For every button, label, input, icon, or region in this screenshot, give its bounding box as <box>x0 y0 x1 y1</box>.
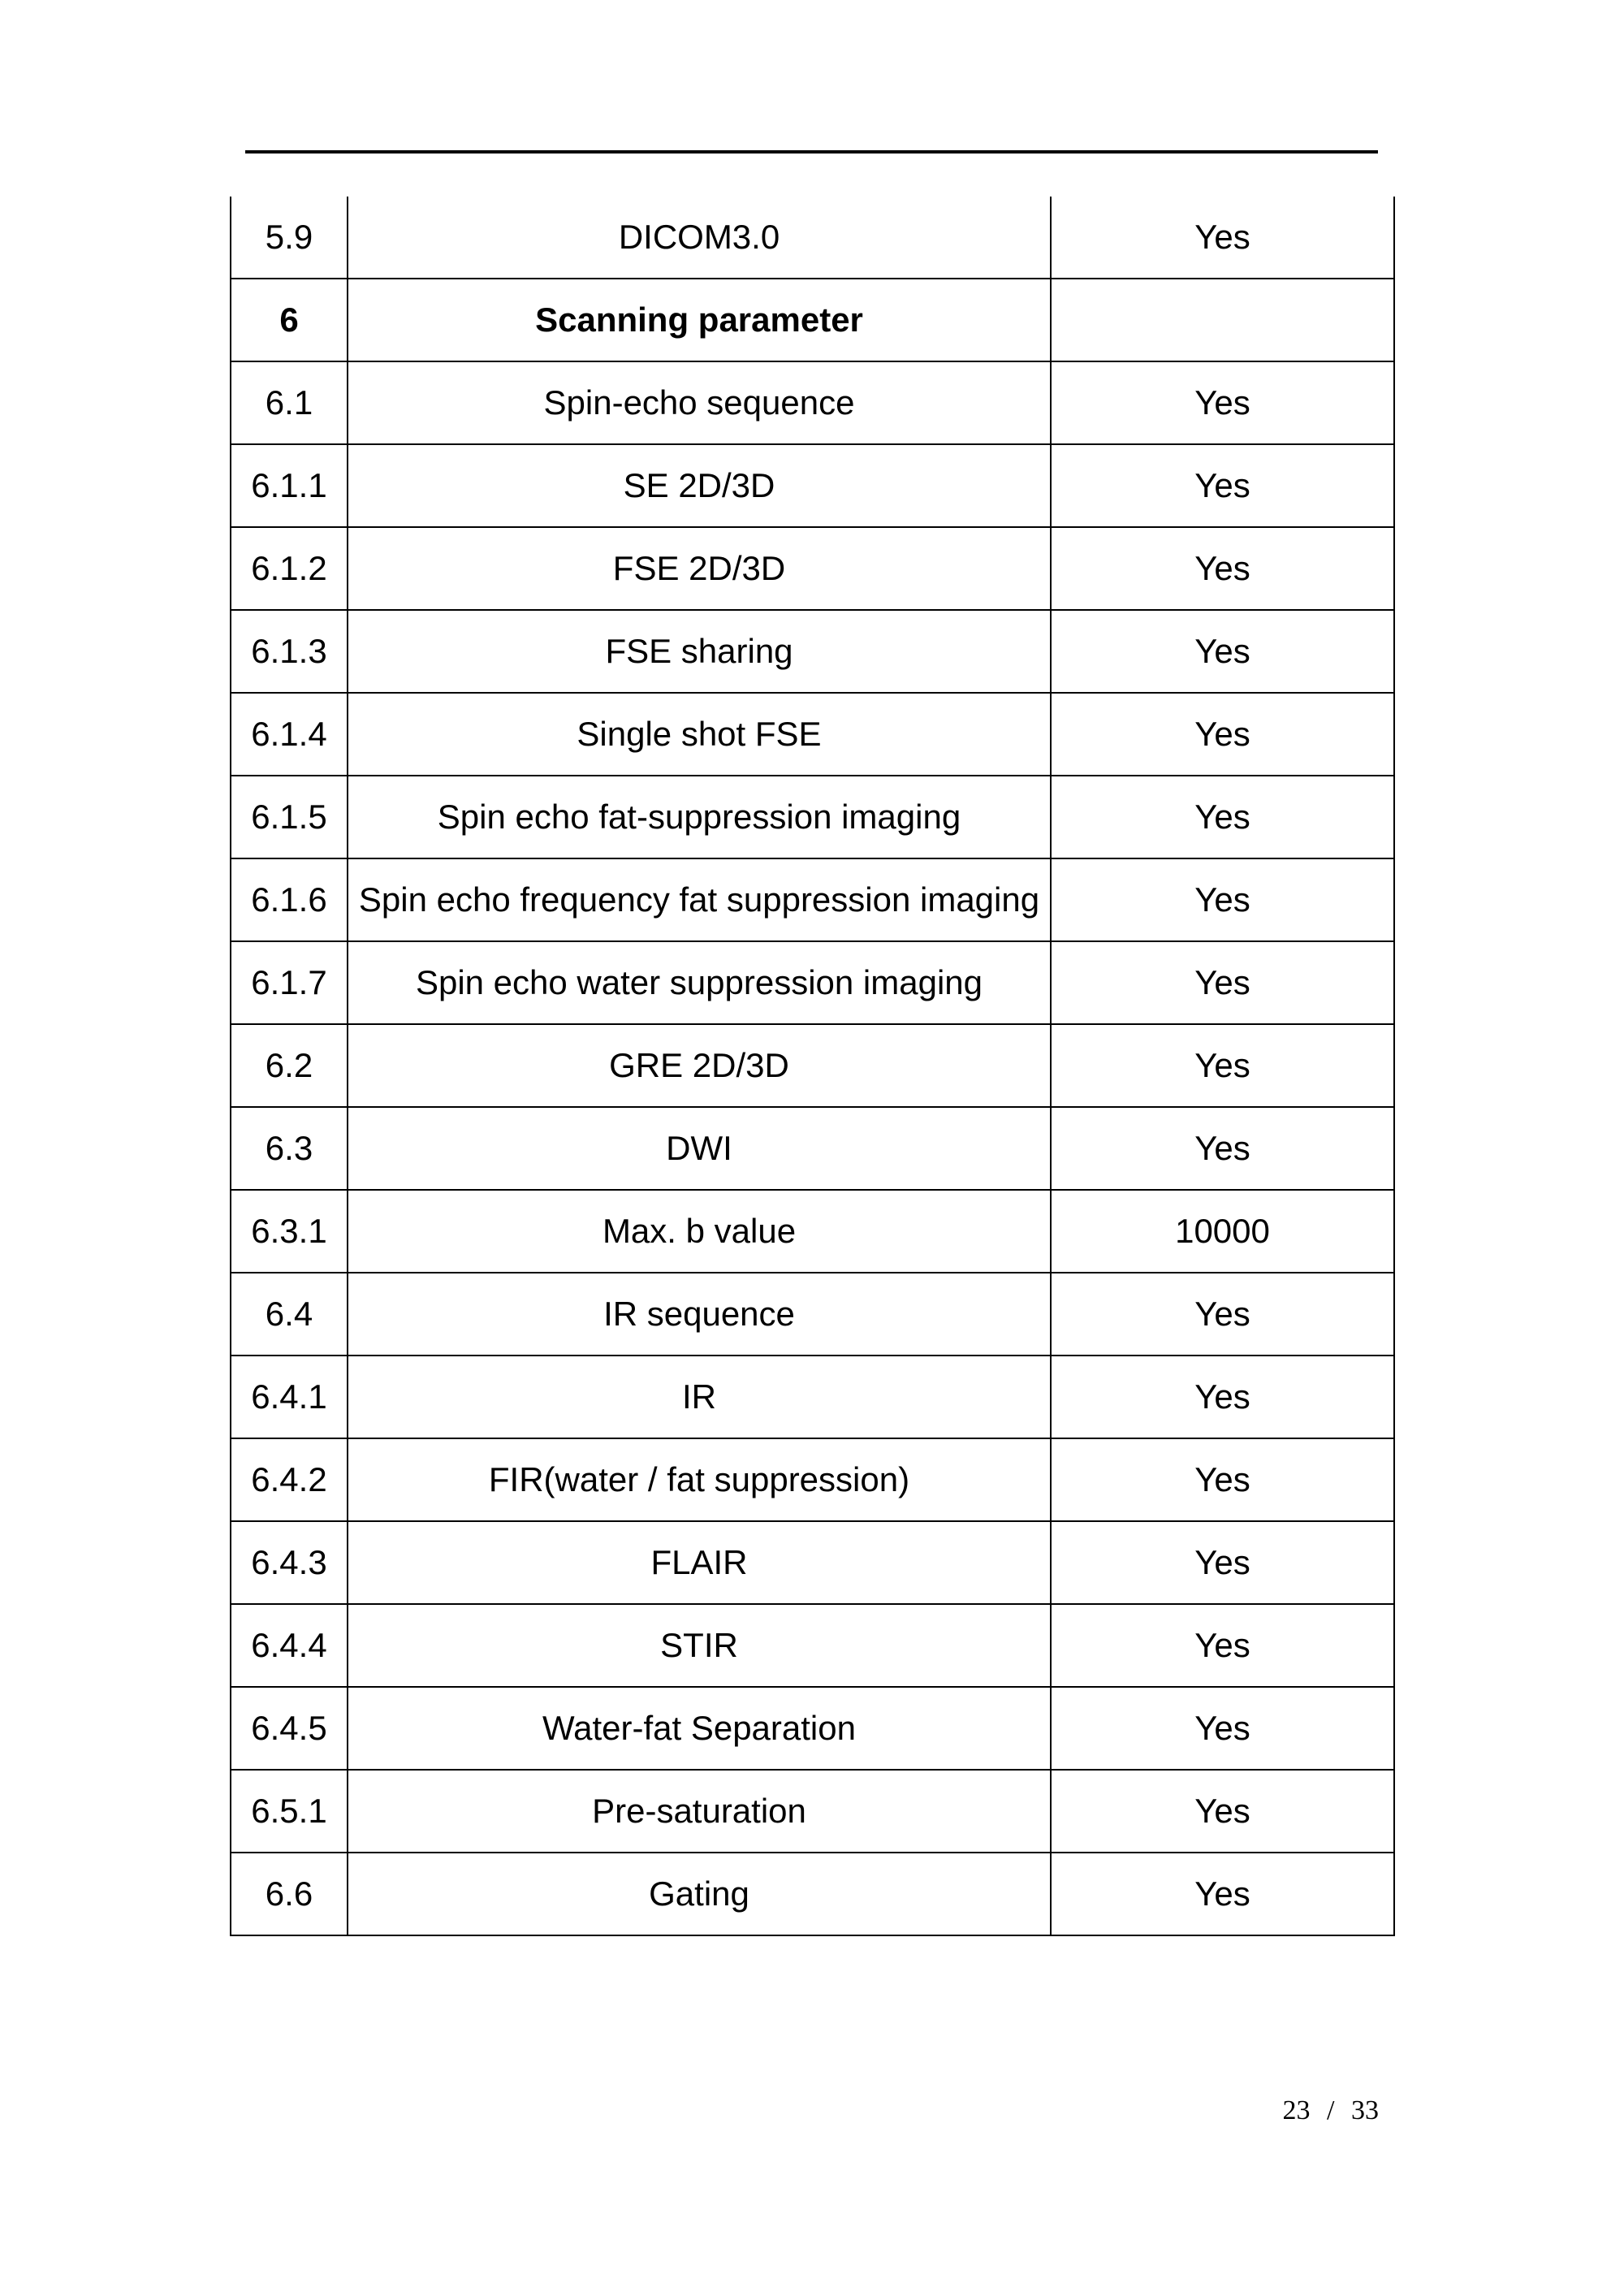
row-parameter-cell: FSE 2D/3D <box>348 527 1051 610</box>
row-index-cell: 6.1.4 <box>231 693 348 776</box>
row-parameter-cell: Water-fat Separation <box>348 1687 1051 1770</box>
table-row <box>231 444 1394 527</box>
header-rule <box>245 150 1378 153</box>
row-index-cell: 6.4.5 <box>231 1687 348 1770</box>
table-row <box>231 1024 1394 1107</box>
table-row <box>231 858 1394 941</box>
row-value-cell: Yes <box>1051 1273 1394 1356</box>
table-row <box>231 1604 1394 1687</box>
row-index-cell: 6.4.3 <box>231 1521 348 1604</box>
table-row <box>231 527 1394 610</box>
row-parameter-cell: Spin-echo sequence <box>348 361 1051 444</box>
row-parameter-cell: Spin echo water suppression imaging <box>348 941 1051 1024</box>
row-parameter-cell: Pre-saturation <box>348 1770 1051 1853</box>
spec-table-body <box>231 197 1394 1935</box>
row-parameter-cell: SE 2D/3D <box>348 444 1051 527</box>
row-value-cell: Yes <box>1051 361 1394 444</box>
row-parameter-cell: DICOM3.0 <box>348 197 1051 279</box>
table-row <box>231 1356 1394 1438</box>
row-index-cell: 6.1.6 <box>231 858 348 941</box>
table-row <box>231 610 1394 693</box>
row-index-cell: 6.4.2 <box>231 1438 348 1521</box>
row-parameter-cell: STIR <box>348 1604 1051 1687</box>
row-index-cell: 6.4.1 <box>231 1356 348 1438</box>
table-row <box>231 941 1394 1024</box>
row-index-cell: 6.3 <box>231 1107 348 1190</box>
row-parameter-cell: DWI <box>348 1107 1051 1190</box>
row-index-cell: 6.4 <box>231 1273 348 1356</box>
table-row <box>231 1521 1394 1604</box>
row-parameter-cell: FSE sharing <box>348 610 1051 693</box>
table-row <box>231 1438 1394 1521</box>
row-parameter-cell: GRE 2D/3D <box>348 1024 1051 1107</box>
row-value-cell: Yes <box>1051 1853 1394 1935</box>
row-parameter-cell: IR <box>348 1356 1051 1438</box>
row-parameter-cell: Gating <box>348 1853 1051 1935</box>
row-index-cell: 6.2 <box>231 1024 348 1107</box>
row-value-cell: Yes <box>1051 197 1394 279</box>
row-index-cell: 6.1.5 <box>231 776 348 858</box>
row-parameter-cell: Max. b value <box>348 1190 1051 1273</box>
table-row <box>231 1273 1394 1356</box>
row-parameter-cell: FIR(water / fat suppression) <box>348 1438 1051 1521</box>
row-parameter-cell: Single shot FSE <box>348 693 1051 776</box>
table-row <box>231 1190 1394 1273</box>
spec-table <box>230 197 1395 1936</box>
row-value-cell <box>1051 279 1394 361</box>
row-index-cell: 6.3.1 <box>231 1190 348 1273</box>
table-row <box>231 1687 1394 1770</box>
row-value-cell: Yes <box>1051 1770 1394 1853</box>
row-value-cell: Yes <box>1051 1687 1394 1770</box>
table-row <box>231 693 1394 776</box>
row-value-cell: Yes <box>1051 1107 1394 1190</box>
row-value-cell: Yes <box>1051 941 1394 1024</box>
row-index-cell: 6.6 <box>231 1853 348 1935</box>
row-index-cell: 6.5.1 <box>231 1770 348 1853</box>
table-row <box>231 1770 1394 1853</box>
row-parameter-cell: Scanning parameter <box>348 279 1051 361</box>
row-parameter-cell: Spin echo frequency fat suppression imaging <box>348 858 1051 941</box>
row-index-cell: 6.1.3 <box>231 610 348 693</box>
table-row <box>231 776 1394 858</box>
row-value-cell: Yes <box>1051 776 1394 858</box>
row-index-cell: 6.1.7 <box>231 941 348 1024</box>
row-index-cell: 6.1.2 <box>231 527 348 610</box>
row-index-cell: 5.9 <box>231 197 348 279</box>
table-row <box>231 1853 1394 1935</box>
row-value-cell: Yes <box>1051 527 1394 610</box>
page-number: 23 / 33 <box>1282 2095 1379 2125</box>
row-parameter-cell: Spin echo fat-suppression imaging <box>348 776 1051 858</box>
table-row <box>231 361 1394 444</box>
row-value-cell: Yes <box>1051 610 1394 693</box>
row-parameter-cell: IR sequence <box>348 1273 1051 1356</box>
row-value-cell: Yes <box>1051 1604 1394 1687</box>
row-value-cell: Yes <box>1051 1438 1394 1521</box>
row-index-cell: 6 <box>231 279 348 361</box>
row-index-cell: 6.1.1 <box>231 444 348 527</box>
row-value-cell: Yes <box>1051 1521 1394 1604</box>
row-index-cell: 6.1 <box>231 361 348 444</box>
row-value-cell: Yes <box>1051 1356 1394 1438</box>
row-value-cell: 10000 <box>1051 1190 1394 1273</box>
row-value-cell: Yes <box>1051 693 1394 776</box>
table-row <box>231 197 1394 279</box>
table-row <box>231 279 1394 361</box>
row-value-cell: Yes <box>1051 858 1394 941</box>
table-row <box>231 1107 1394 1190</box>
row-parameter-cell: FLAIR <box>348 1521 1051 1604</box>
row-value-cell: Yes <box>1051 444 1394 527</box>
row-index-cell: 6.4.4 <box>231 1604 348 1687</box>
row-value-cell: Yes <box>1051 1024 1394 1107</box>
